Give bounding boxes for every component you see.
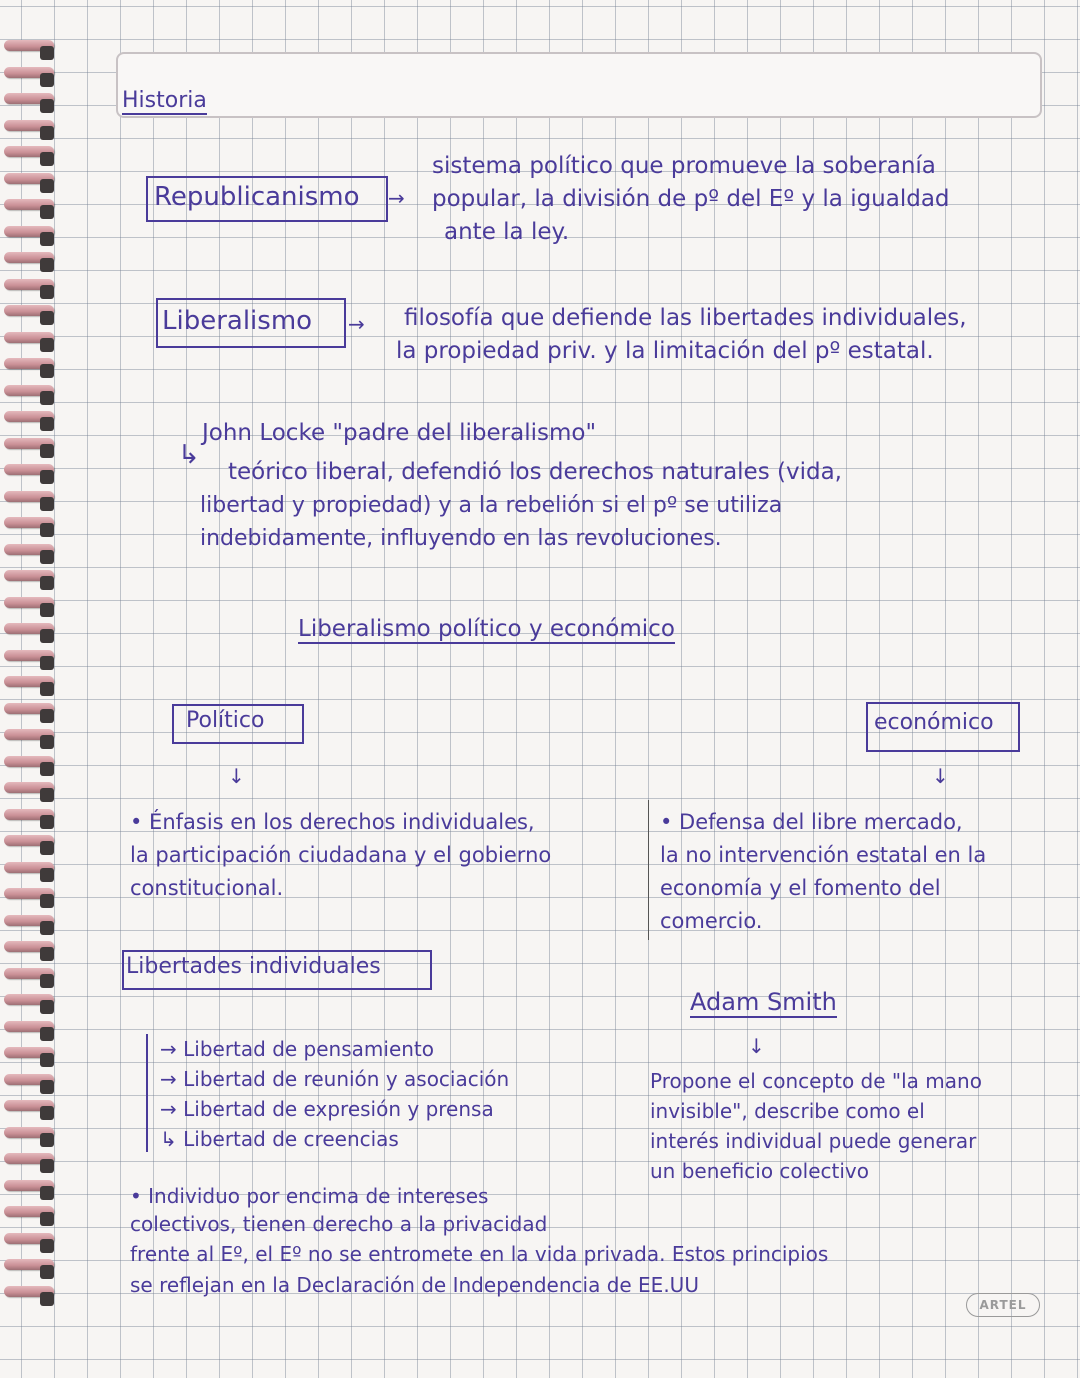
return-arrow-icon: ↳ (178, 440, 200, 470)
spiral-hole (40, 788, 54, 802)
section-subtitle: Liberalismo político y económico (298, 616, 675, 642)
spiral-hole (40, 1133, 54, 1147)
spiral-hole (40, 417, 54, 431)
libertad-item (160, 1064, 509, 1094)
spiral-hole (40, 735, 54, 749)
individuo-line: • Individuo por encima de intereses (130, 1184, 489, 1208)
spiral-hole (40, 258, 54, 272)
spiral-hole (40, 1106, 54, 1120)
spiral-hole (40, 523, 54, 537)
locke-description (200, 456, 842, 555)
arrow-icon: ↳ (160, 1127, 184, 1151)
smith-line: interés individual puede generar (650, 1129, 977, 1153)
smith-name: Adam Smith (690, 988, 837, 1016)
economico-line: economía y el fomento del (660, 876, 941, 900)
economico-label: económico (874, 710, 994, 735)
spiral-hole (40, 179, 54, 193)
politico-line: constitucional. (130, 876, 284, 900)
spiral-hole (40, 841, 54, 855)
arrow-icon: → (160, 1037, 184, 1061)
libertad-item (160, 1034, 509, 1064)
arrow-icon: → (388, 186, 405, 210)
spiral-hole (40, 947, 54, 961)
libertad-text: Libertad de reunión y asociación (183, 1067, 510, 1091)
spiral-binding (0, 40, 58, 1340)
politico-description (130, 806, 551, 905)
libertad-text: Libertad de expresión y prensa (183, 1097, 494, 1121)
smith-description (650, 1066, 982, 1186)
economico-description (660, 806, 986, 938)
individuo-line: colectivos, tienen derecho a la privacidad (130, 1212, 548, 1236)
spiral-hole (40, 232, 54, 246)
economico-line: la no intervención estatal en la (660, 843, 987, 867)
spiral-hole (40, 709, 54, 723)
spiral-hole (40, 470, 54, 484)
libertad-text: Libertad de creencias (183, 1127, 399, 1151)
spiral-hole (40, 921, 54, 935)
spiral-hole (40, 1265, 54, 1279)
locke-line: libertad y propiedad) y a la rebelión si el pº se utiliza (200, 493, 783, 518)
brand-logo: ARTEL (966, 1293, 1040, 1317)
arrow-icon: → (348, 312, 365, 336)
spiral-hole (40, 205, 54, 219)
locke-title: John Locke "padre del liberalismo" (202, 420, 597, 446)
individuo-paragraph (130, 1182, 828, 1300)
spiral-hole (40, 576, 54, 590)
spiral-hole (40, 1080, 54, 1094)
down-arrow-icon: ↓ (748, 1034, 765, 1058)
spiral-hole (40, 550, 54, 564)
definition-line: filosofía que defiende las libertades individuales, (404, 305, 967, 331)
header-box (116, 52, 1042, 118)
spiral-hole (40, 1292, 54, 1306)
spiral-hole (40, 1186, 54, 1200)
politico-label: Político (186, 708, 265, 733)
economico-line: comercio. (660, 909, 763, 933)
libertad-text: Libertad de pensamiento (183, 1037, 435, 1061)
spiral-hole (40, 311, 54, 325)
spiral-hole (40, 497, 54, 511)
spiral-hole (40, 1159, 54, 1173)
spiral-hole (40, 1212, 54, 1226)
liberalismo-term: Liberalismo (162, 306, 313, 336)
libertades-label: Libertades individuales (126, 954, 381, 979)
politico-line: la participación ciudadana y el gobierno (130, 843, 552, 867)
republicanismo-definition (432, 150, 950, 249)
down-arrow-icon: ↓ (932, 764, 949, 788)
spiral-hole (40, 603, 54, 617)
republicanismo-term: Republicanismo (154, 182, 360, 212)
spiral-hole (40, 1239, 54, 1253)
locke-line: teórico liberal, defendió los derechos naturales (vida, (228, 459, 842, 485)
arrow-icon: → (160, 1097, 184, 1121)
spiral-hole (40, 285, 54, 299)
smith-line: un beneficio colectivo (650, 1159, 869, 1183)
libertad-item (160, 1094, 509, 1124)
spiral-hole (40, 1027, 54, 1041)
connector-line (146, 1034, 148, 1152)
spiral-hole (40, 656, 54, 670)
spiral-hole (40, 126, 54, 140)
spiral-hole (40, 762, 54, 776)
liberalismo-definition (396, 302, 967, 368)
individuo-line: frente al Eº, el Eº no se entromete en la vida privada. Estos principios (130, 1242, 829, 1266)
definition-line: ante la ley. (444, 219, 570, 245)
subject-title: Historia (122, 88, 207, 113)
down-arrow-icon: ↓ (228, 764, 245, 788)
spiral-hole (40, 338, 54, 352)
spiral-hole (40, 391, 54, 405)
spiral-hole (40, 444, 54, 458)
spiral-hole (40, 73, 54, 87)
spiral-hole (40, 1000, 54, 1014)
spiral-hole (40, 46, 54, 60)
definition-line: sistema político que promueve la soberanía (432, 153, 936, 179)
arrow-icon: → (160, 1067, 184, 1091)
economico-line: • Defensa del libre mercado, (660, 810, 963, 834)
spiral-hole (40, 152, 54, 166)
libertades-list (160, 1034, 509, 1154)
spiral-hole (40, 629, 54, 643)
spiral-hole (40, 815, 54, 829)
definition-line: la propiedad priv. y la limitación del pº estatal. (396, 338, 934, 364)
smith-line: Propone el concepto de "la mano (650, 1069, 982, 1093)
spiral-hole (40, 99, 54, 113)
column-divider (648, 800, 649, 940)
spiral-hole (40, 894, 54, 908)
locke-line: indebidamente, influyendo en las revoluciones. (200, 526, 722, 551)
individuo-line: se reflejan en la Declaración de Independencia de EE.UU (130, 1273, 699, 1297)
spiral-hole (40, 868, 54, 882)
spiral-hole (40, 1053, 54, 1067)
libertad-item (160, 1124, 509, 1154)
spiral-hole (40, 682, 54, 696)
definition-line: popular, la división de pº del Eº y la igualdad (432, 186, 950, 212)
smith-line: invisible", describe como el (650, 1099, 925, 1123)
spiral-hole (40, 364, 54, 378)
spiral-hole (40, 974, 54, 988)
politico-line: • Énfasis en los derechos individuales, (130, 810, 535, 834)
